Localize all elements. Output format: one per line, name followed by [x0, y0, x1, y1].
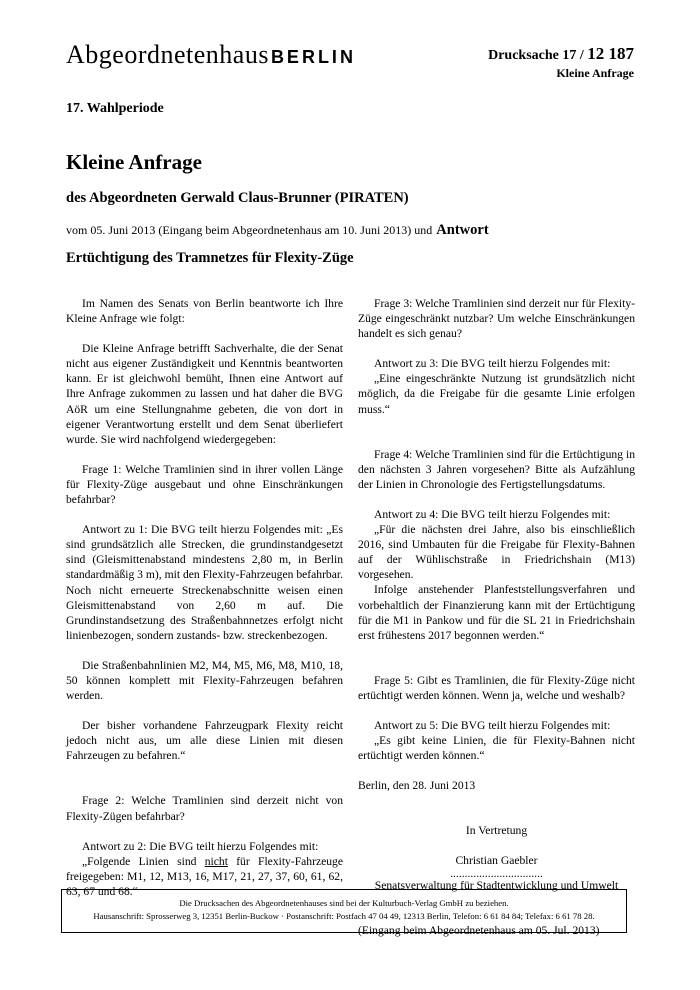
author-line: des Abgeordneten Gerwald Claus-Brunner (PIRATEN): [66, 190, 409, 206]
drucksache-number: Drucksache 17 / 12 187: [488, 44, 634, 63]
answer-label: Antwort: [436, 222, 489, 238]
question-3: Frage 3: Welche Tramlinien sind derzeit nur für Flexity-Züge eingeschränkt nutzbar? Um welche Einschränkungen handelt es sich genau?: [358, 297, 635, 341]
footer-line-1: Die Drucksachen des Abgeordnetenhauses sind bei der Kulturbuch-Verlag GmbH zu beziehen.: [179, 898, 509, 908]
doc-type: Kleine Anfrage: [556, 66, 634, 80]
left-column: [66, 296, 343, 899]
question-2: Frage 2: Welche Tramlinien sind derzeit nicht von Flexity-Zügen befahrbar?: [66, 794, 343, 823]
date-line: Berlin, den 28. Juni 2013: [358, 779, 476, 793]
answer-3: „Eine eingeschränkte Nutzung ist grundsätzlich nicht möglich, da die Freigabe für die gesamte Linie erfolgen muss.“: [358, 372, 635, 416]
answer-2-intro: Antwort zu 2: Die BVG teilt hierzu Folgendes mit:: [82, 839, 319, 853]
question-5: Frage 5: Gibt es Tramlinien, die für Flexity-Züge nicht ertüchtigt werden können. Wenn ja, welche und weshalb?: [358, 673, 635, 702]
eingang-line: (Eingang beim Abgeordnetenhaus am 05. Jul. 2013): [358, 923, 600, 937]
answer-5: „Es gibt keine Linien, die für Flexity-Bahnen nicht ertüchtigt werden können.“: [358, 734, 635, 763]
footer-box: [61, 889, 627, 933]
signer-name: Christian Gaebler: [455, 854, 538, 868]
context-paragraph: Die Kleine Anfrage betrifft Sachverhalte, die der Senat nicht aus eigener Zuständigkeit und Kenntnis beantworten kann. Er ist gleichwohl bemüht, Ihnen eine Antwort auf Ihre Anfrage zukommen zu lassen und hat daher die BVG AöR um eine Stellungnahme gebeten, die von dort in eigener Verantwortung erstellt und dem Senat überliefert wurde. Sie wird nachfolgend wiedergegeben:: [66, 342, 343, 446]
subject: Ertüchtigung des Tramnetzes für Flexity-Züge: [66, 250, 354, 266]
answer-5-intro: Antwort zu 5: Die BVG teilt hierzu Folgendes mit:: [374, 718, 611, 732]
page-title: Kleine Anfrage: [66, 150, 202, 174]
answer-4: „Für die nächsten drei Jahre, also bis einschließlich 2016, sind Umbauten für die Freigabe für Flexity-Bahnen auf der Wühlischstraße in Friedrichshain (M13) vorgesehen.: [358, 523, 635, 582]
question-4: Frage 4: Welche Tramlinien sind für die Ertüchtigung in den nächsten 3 Jahren vorgesehen? Bitte als Aufzählung der Linien in Chronologie des Fertigstellungsdatums.: [358, 447, 635, 491]
logo: [66, 40, 356, 70]
answer-4-intro: Antwort zu 4: Die BVG teilt hierzu Folgendes mit:: [374, 507, 611, 521]
right-column: [358, 296, 635, 938]
signature-dots: ................................: [450, 866, 543, 880]
logo-city: BERLIN: [270, 47, 356, 67]
vertretung: In Vertretung: [465, 824, 528, 838]
wahlperiode: 17. Wahlperiode: [66, 101, 164, 116]
footer-line-2: Hausanschrift: Sprosserweg 3, 12351 Berlin-Buckow · Postanschrift: Postfach 47 04 49, 12313 Berlin, Telefon: 6 61 84 84; Telefax: 6 61 78 28.: [93, 911, 595, 921]
question-1: Frage 1: Welche Tramlinien sind in ihrer vollen Länge für Flexity-Züge ausgebaut und ohne Einschränkungen befahrbar?: [66, 462, 343, 507]
answer-1-lines: Die Straßenbahnlinien M2, M4, M5, M6, M8, M10, 18, 50 können komplett mit Flexity-Fahrzeugen befahren werden.: [66, 658, 343, 703]
answer-1: Antwort zu 1: Die BVG teilt hierzu Folgendes mit: „Es sind grundsätzlich alle Strecken, die grundinstandgesetzt sind (Gleismittenabstand mindestens 2,80 m, in Berlin standardmäßig 3 m), mit den Flexity-Fahrzeugen befahrbar. Noch nicht erneuerte Streckenabschnitte weisen einen Gleismittenabstand von 2,60 m auf. Die Grundinstandsetzung des Straßenbahnnetzes erfolgt nicht linienbezogen, sondern zustands- bzw. streckenbezogen.: [66, 523, 343, 642]
answer-1-fleet: Der bisher vorhandene Fahrzeugpark Flexity reicht jedoch nicht aus, um alle diese Linien mit diesen Fahrzeugen zu befahren.“: [66, 719, 343, 763]
dateline: vom 05. Juni 2013 (Eingang beim Abgeordnetenhaus am 10. Juni 2013) und Antwort: [66, 222, 489, 238]
answer-4-b: Infolge anstehender Planfeststellungsverfahren und vorbehaltlich der Finanzierung kann mit der Ertüchtigung für die M1 in Pankow und für die SL 21 in Friedrichshain erst frühestens 2017 begonnen werden.“: [358, 583, 635, 642]
logo-main: Abgeordnetenhaus: [66, 40, 269, 69]
intro-paragraph: Im Namen des Senats von Berlin beantworte ich Ihre Kleine Anfrage wie folgt:: [66, 297, 343, 326]
answer-2: „Folgende Linien sind nicht für Flexity-Fahrzeuge freigegeben: M1, 12, M13, 16, M17, 21, 27, 37, 60, 61, 62, 63, 67 und 68.“: [66, 854, 343, 898]
answer-3-intro: Antwort zu 3: Die BVG teilt hierzu Folgendes mit:: [374, 357, 611, 371]
office-name: Senatsverwaltung für Stadtentwicklung und Umwelt: [374, 878, 619, 892]
